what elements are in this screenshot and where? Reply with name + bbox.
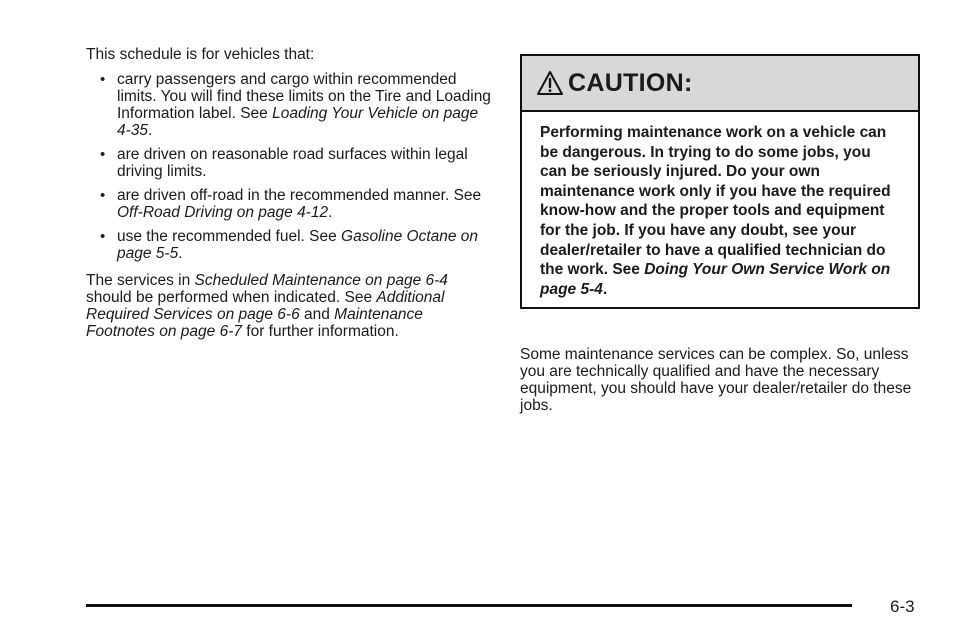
warning-triangle-icon: [536, 70, 564, 96]
bullet-icon: •: [100, 71, 106, 88]
bullet-icon: •: [100, 187, 106, 204]
services-text: The services in: [86, 272, 195, 289]
caution-text: Performing maintenance work on a vehicle can be dangerous. In trying to do some jobs, you can be seriously injured. Do your own maintenance work only if you have the required know-how and the proper tools and equipment for the job. If you have any doubt, see your dealer/retailer to have a qualified technician do the work. See: [540, 124, 891, 279]
list-item: [86, 146, 496, 180]
cross-reference-link[interactable]: Off-Road Driving on page 4-12: [117, 204, 329, 221]
complexity-note: Some maintenance services can be complex. So, unless you are technically qualified and have the necessary equipment, you should have your dealer/retailer do these jobs.: [520, 345, 912, 414]
bullet-text: are driven on reasonable road surfaces within legal driving limits.: [117, 146, 468, 180]
bullet-text: are driven off-road in the recommended manner. See: [117, 187, 482, 204]
caution-title: CAUTION:: [568, 68, 693, 97]
bullet-tail: .: [328, 204, 333, 221]
page-number: 6-3: [890, 597, 915, 616]
cross-reference-link[interactable]: Additional Required Services on page 6-6: [86, 289, 445, 323]
services-paragraph: [86, 272, 496, 340]
bullet-text: carry passengers and cargo within recommended limits. You will find these limits on the Tire and Loading Information label. See: [117, 71, 491, 122]
bullet-text: use the recommended fuel. See: [117, 228, 342, 245]
caution-header: [522, 56, 918, 112]
list-item: [86, 187, 496, 221]
caution-tail: .: [602, 280, 608, 298]
cross-reference-link[interactable]: Loading Your Vehicle on page 4-35: [117, 105, 479, 139]
bullet-tail: .: [178, 245, 183, 262]
services-text: and: [299, 306, 335, 323]
bullet-icon: •: [100, 228, 106, 245]
caution-body: [522, 112, 918, 299]
cross-reference-link[interactable]: Gasoline Octane on page 5-5: [117, 228, 479, 262]
services-text: for further information.: [241, 323, 399, 340]
bullet-tail: .: [148, 122, 153, 139]
cross-reference-link[interactable]: Maintenance Footnotes on page 6-7: [86, 306, 423, 340]
cross-reference-link[interactable]: Scheduled Maintenance on page 6-4: [194, 272, 448, 289]
list-item: [86, 228, 496, 262]
footer-rule: [86, 604, 852, 607]
list-item: [86, 71, 496, 139]
bullet-icon: •: [100, 146, 106, 163]
cross-reference-link[interactable]: Doing Your Own Service Work on page 5-4: [540, 261, 891, 298]
caution-box: [520, 54, 920, 309]
services-text: should be performed when indicated. See: [86, 289, 377, 306]
vehicle-criteria-list: [86, 71, 496, 262]
intro-text: This schedule is for vehicles that:: [86, 46, 315, 63]
left-column: [86, 46, 496, 356]
